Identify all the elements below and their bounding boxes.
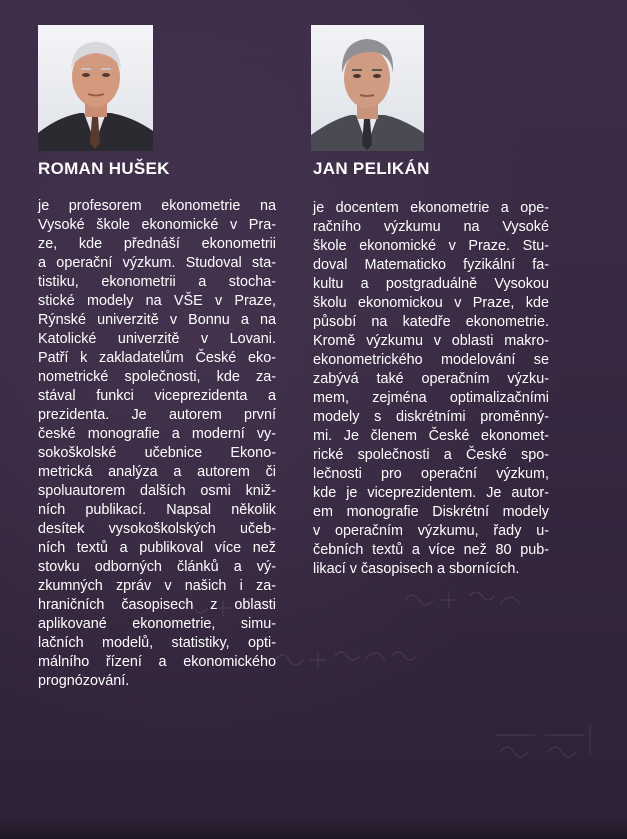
portrait-image bbox=[38, 25, 153, 151]
bio-line: je docentem ekonometrie a ope- bbox=[313, 200, 549, 216]
bio-line: desítek vysokoškolských učeb- bbox=[38, 521, 276, 537]
bio-line: ních publikací. Napsal několik bbox=[38, 502, 276, 518]
author-photo-husek bbox=[38, 25, 153, 151]
bottom-edge bbox=[0, 818, 627, 839]
bio-line: zkumných zpráv v našich i za- bbox=[38, 578, 276, 594]
bio-line: nometrické společnosti, kde za- bbox=[38, 369, 276, 385]
bio-line: čebních textů a více než 80 pub- bbox=[313, 542, 549, 558]
bio-line: stické modely na VŠE v Praze, bbox=[38, 293, 276, 309]
bio-line: rické společnosti a České spo- bbox=[313, 447, 549, 463]
bio-line: působí na katedře ekonometrie. bbox=[313, 314, 549, 330]
bio-line: stával funkci viceprezidenta a bbox=[38, 388, 276, 404]
bio-line: tistiku, ekonometrii a stocha- bbox=[38, 274, 276, 290]
bio-line: modely s diskrétními proměnný- bbox=[313, 409, 549, 425]
author-photo-pelikan bbox=[311, 25, 424, 151]
bio-line: mem, zejména optimalizačními bbox=[313, 390, 549, 406]
bio-line: Vysoké škole ekonomické v Pra- bbox=[38, 217, 276, 233]
bio-line: je profesorem ekonometrie na bbox=[38, 198, 276, 214]
author-name: JAN PELIKÁN bbox=[313, 159, 430, 178]
author-bio bbox=[38, 197, 276, 691]
bio-line: Patří k zakladatelům České eko- bbox=[38, 350, 276, 366]
bio-line: české monografie a moderní vy- bbox=[38, 426, 276, 442]
bio-line: Katolické univerzitě v Lovani. bbox=[38, 331, 276, 347]
bio-line: sokoškolské učebnice Ekono- bbox=[38, 445, 276, 461]
author-bio bbox=[313, 199, 549, 579]
bio-line: v operačním výzkumu, řady u- bbox=[313, 523, 549, 539]
bio-line: em monografie Diskrétní modely bbox=[313, 504, 549, 520]
bio-line: ekonometrického modelování se bbox=[313, 352, 549, 368]
bio-line: prezidenta. Je autorem první bbox=[38, 407, 276, 423]
bio-line: škole ekonomické v Praze. Stu- bbox=[313, 238, 549, 254]
bio-line: račního výzkumu na Vysoké bbox=[313, 219, 549, 235]
bio-line: doval Matematicko fyzikální fa- bbox=[313, 257, 549, 273]
bio-line: ze, kde přednáší ekonometrii bbox=[38, 236, 276, 252]
bio-line: mi. Je členem České ekonomet- bbox=[313, 428, 549, 444]
bio-line: lečnosti pro operační výzkum, bbox=[313, 466, 549, 482]
bio-line: a operační výzkum. Studoval sta- bbox=[38, 255, 276, 271]
bio-line: školu ekonomickou v Praze, kde bbox=[313, 295, 549, 311]
bio-line: stovku odborných článků a vý- bbox=[38, 559, 276, 575]
bio-line: aplikované ekonometrie, simu- bbox=[38, 616, 276, 632]
bio-line: likací v časopisech a sbornících. bbox=[313, 561, 520, 577]
bio-line: málního řízení a ekonomického bbox=[38, 654, 276, 670]
bio-line: metrická analýza a autorem či bbox=[38, 464, 276, 480]
bio-line: ních textů a publikoval více než bbox=[38, 540, 276, 556]
bio-line: zabývá také operačním výzku- bbox=[313, 371, 549, 387]
bio-line: Kromě výzkumu v oblasti makro- bbox=[313, 333, 549, 349]
bio-line: prognózování. bbox=[38, 673, 130, 689]
portrait-image bbox=[311, 25, 424, 151]
bio-line: hraničních časopisech z oblasti bbox=[38, 597, 276, 613]
bio-line: spoluautorem dalších osmi kniž- bbox=[38, 483, 276, 499]
bio-line: kultu a postgraduálně Vysokou bbox=[313, 276, 549, 292]
bio-line: lačních modelů, statistiky, opti- bbox=[38, 635, 276, 651]
bio-line: kde je viceprezidentem. Je autor- bbox=[313, 485, 549, 501]
bio-line: Rýnské univerzitě v Bonnu a na bbox=[38, 312, 276, 328]
author-name: ROMAN HUŠEK bbox=[38, 159, 170, 178]
